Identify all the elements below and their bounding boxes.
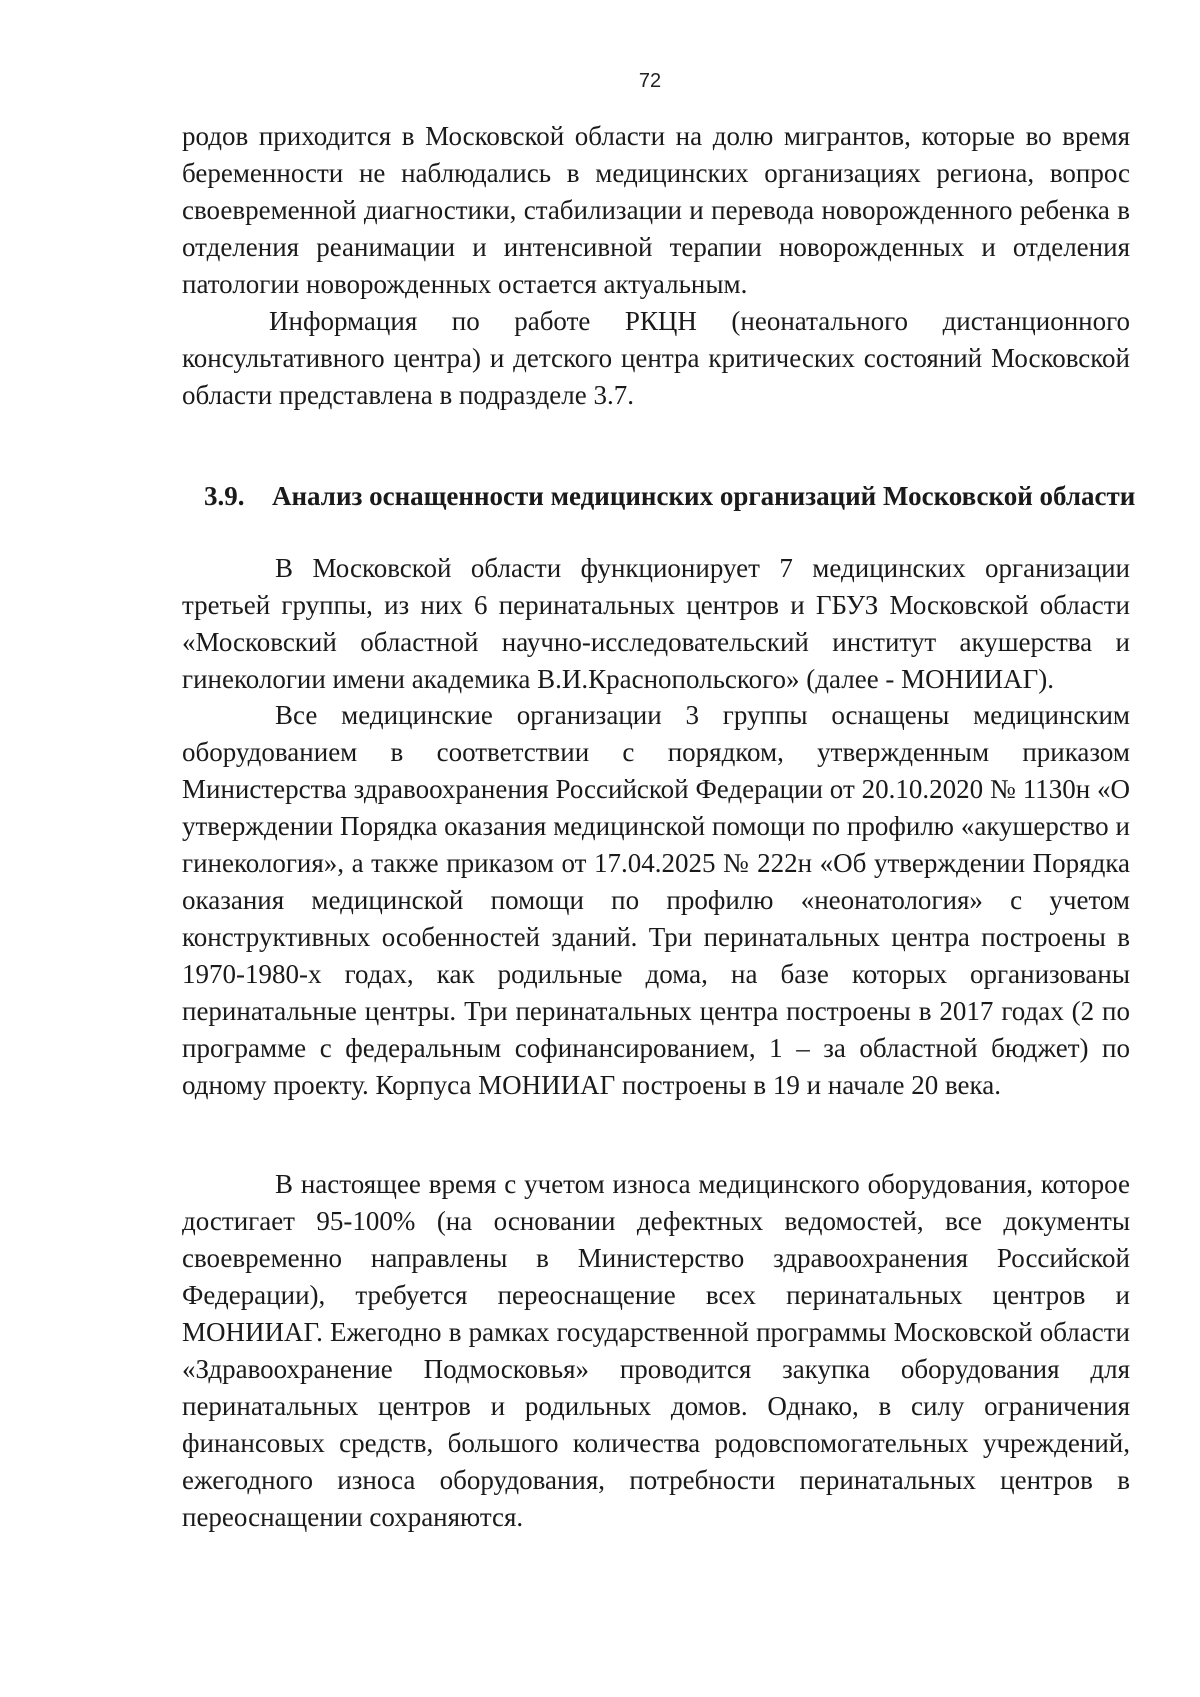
section-title: Анализ оснащенности медицинских организаций Московской области xyxy=(272,481,1136,511)
paragraph-rkcn-info: Информация по работе РКЦН (неонатального дистанционного консультативного центра) и детского центра критических состояний Московской области представлена в подразделе 3.7. xyxy=(182,306,1130,410)
section-heading xyxy=(204,478,1135,515)
section-number: 3.9. xyxy=(204,481,245,511)
paragraph-reequipment: В настоящее время с учетом износа медицинского оборудования, которое достигает 95-100% (на основании дефектных ведомостей, все документы своевременно направлены в Министерство здравоохранения Российской Федерации), требуется переоснащение всех перинатальных центров и МОНИИАГ. Ежегодно в рамках государственной программы Московской области «Здравоохранение Подмосковья» проводится закупка оборудования для перинатальных центров и родильных домов. Однако, в силу ограничения финансовых средств, большого количества родовспомогательных учреждений, ежегодного износа оборудования, потребности перинатальных центров в переоснащении сохраняются. xyxy=(182,1169,1130,1532)
paragraph-continuation: родов приходится в Московской области на долю мигрантов, которые во время беременности не наблюдались в медицинских организациях региона, вопрос своевременной диагностики, стабилизации и перевода новорожденного ребенка в отделения реанимации и интенсивной терапии новорожденных и отделения патологии новорожденных остается актуальным. xyxy=(182,121,1130,299)
paragraph-equipment: Все медицинские организации 3 группы оснащены медицинским оборудованием в соответствии с порядком, утвержденным приказом Министерства здравоохранения Российской Федерации от 20.10.2020 № 1130н «О утверждении Порядка оказания медицинской помощи по профилю «акушерство и гинекология», а также приказом от 17.04.2025 № 222н «Об утверждении Порядка оказания медицинской помощи по профилю «неонатология» с учетом конструктивных особенностей зданий. Три перинатальных центра построены в 1970-1980-х годах, как родильные дома, на базе которых организованы перинатальные центры. Три перинатальных центра построены в 2017 годах (2 по программе с федеральным софинансированием, 1 – за областной бюджет) по одному проекту. Корпуса МОНИИАГ построены в 19 и начале 20 века. xyxy=(182,700,1130,1100)
page-number: 72 xyxy=(638,70,662,92)
paragraph-organizations: В Московской области функционирует 7 медицинских организации третьей группы, из них 6 перинатальных центров и ГБУЗ Московской области «Московский областной научно-исследовательский институт акушерства и гинекологии имени академика В.И.Краснопольского» (далее - МОНИИАГ). xyxy=(182,553,1130,694)
